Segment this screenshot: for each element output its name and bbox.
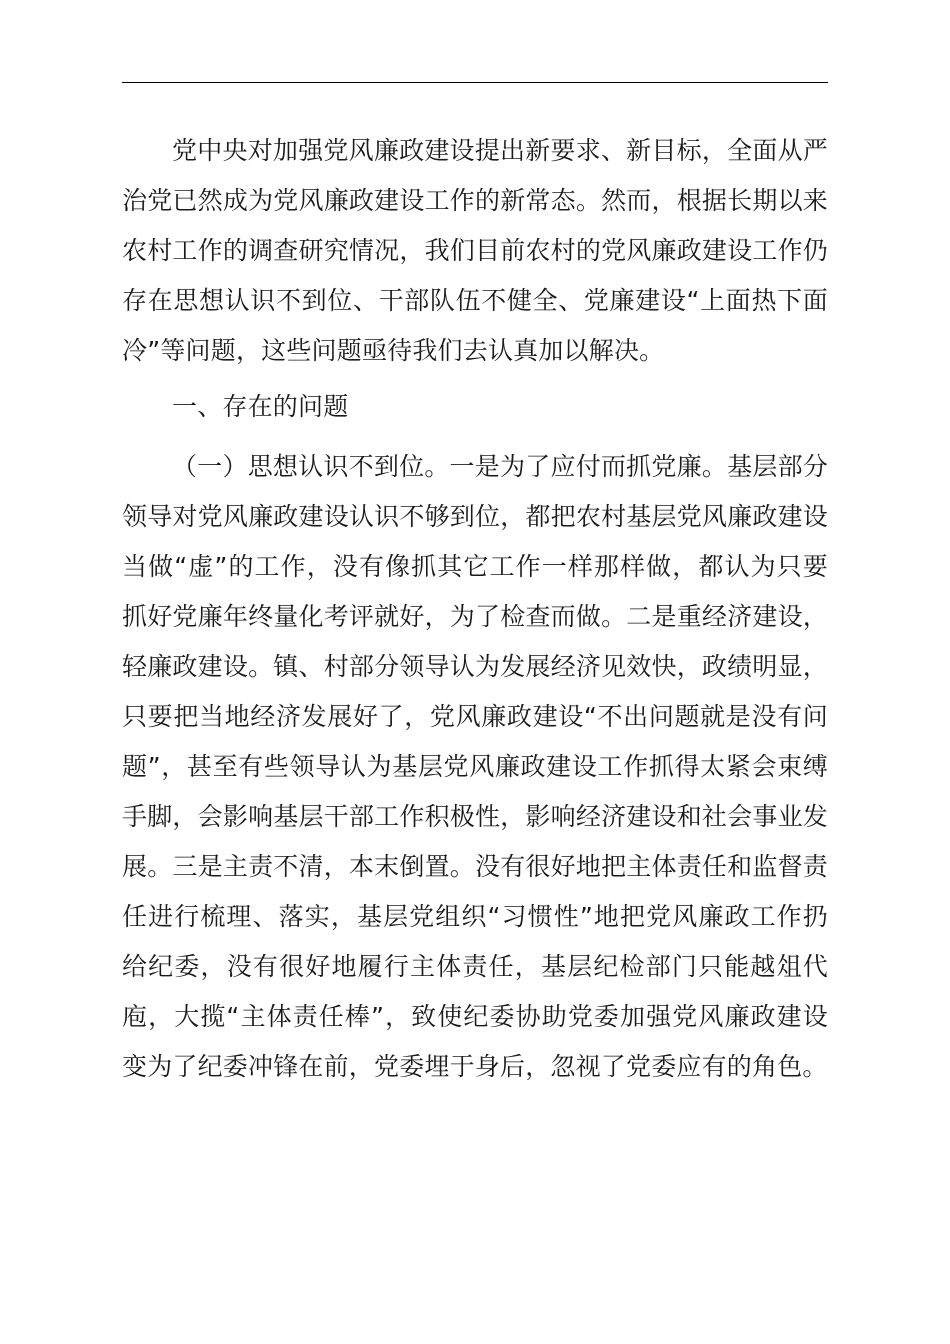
header-rule: [122, 82, 828, 83]
section-heading: 一、存在的问题: [172, 392, 349, 421]
document-body: [122, 126, 828, 1092]
subsection-paragraph: （一）思想认识不到位。一是为了应付而抓党廉。基层部分领导对党风廉政建设认识不够到位，都把农村基层党风廉政建设当做“虚”的工作，没有像抓其它工作一样那样做，都认为只要抓好党廉年终量化考评就好，为了检查而做。二是重经济建设，轻廉政建设。镇、村部分领导认为发展经济见效快，政绩明显，只要把当地经济发展好了，党风廉政建设“不出问题就是没有问题”，甚至有些领导认为基层党风廉政建设工作抓得太紧会束缚手脚，会影响基层干部工作积极性，影响经济建设和社会事业发展。三是主责不清，本末倒置。没有很好地把主体责任和监督责任进行梳理、落实，基层党组织“习惯性”地把党风廉政工作扔给纪委，没有很好地履行主体责任，基层纪检部门只能越俎代庖，大揽“主体责任棒”，致使纪委协助党委加强党风廉政建设变为了纪委冲锋在前，党委埋于身后，忽视了党委应有的角色。: [122, 452, 828, 1081]
intro-paragraph: 党中央对加强党风廉政建设提出新要求、新目标，全面从严治党已然成为党风廉政建设工作的新常态。然而，根据长期以来农村工作的调查研究情况，我们目前农村的党风廉政建设工作仍存在思想认识不到位、干部队伍不健全、党廉建设“上面热下面冷”等问题，这些问题亟待我们去认真加以解决。: [122, 136, 828, 365]
